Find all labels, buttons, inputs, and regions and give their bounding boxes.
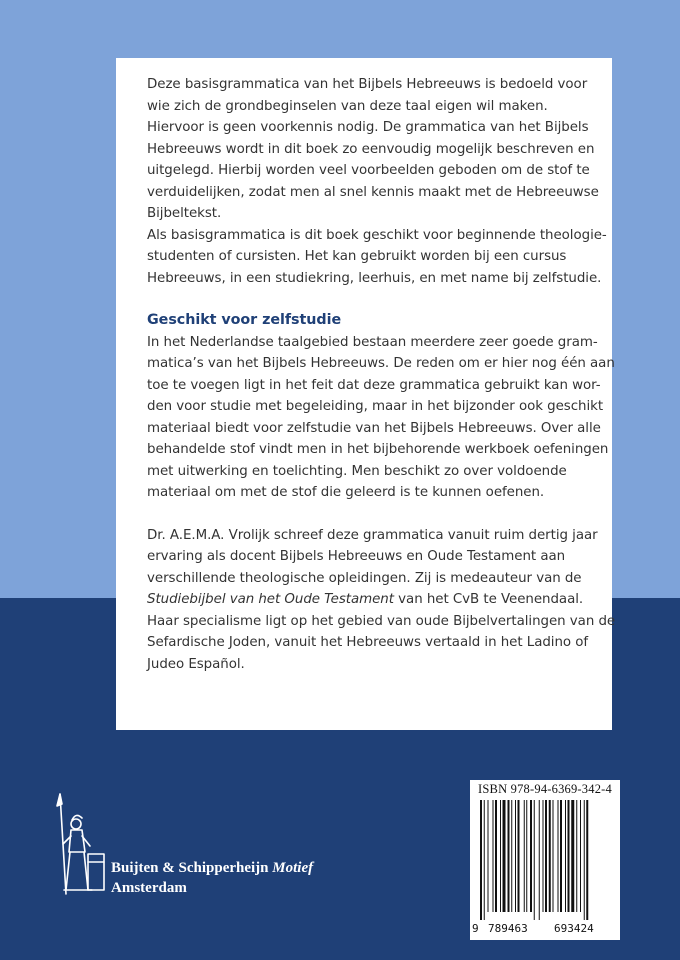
barcode-bar	[560, 800, 562, 912]
paragraph-1-line: uitgelegd. Hierbij worden veel voorbeelden geboden om de stof te	[147, 163, 590, 178]
barcode-bar	[534, 800, 535, 920]
paragraph-3-line: den voor studie met begeleiding, maar in het bijzonder ook geschikt	[147, 399, 604, 414]
paragraph-1-line: Deze basisgrammatica van het Bijbels Hebreeuws is bedoeld voor	[147, 77, 588, 92]
barcode-bar	[571, 800, 574, 912]
paragraph-3-line: matica’s van het Bijbels Hebreeuws. De reden om er hier nog één aan	[147, 356, 615, 371]
author-bio-line: Sefardische Joden, vanuit het Hebreeuws vertaald in het Ladino of	[147, 635, 589, 650]
barcode-bar	[493, 800, 494, 912]
paragraph-3-line: In het Nederlandse taalgebied bestaan meerdere zeer goede gram-	[147, 334, 598, 350]
isbn-digit-group-1: 789463	[488, 922, 528, 935]
barcode	[476, 800, 614, 922]
author-bio-line: Dr. A.E.M.A. Vrolijk schreef deze grammatica vanuit ruim dertig jaar	[147, 527, 598, 543]
paragraph-3-line: met uitwerking en toelichting. Men beschikt zo over voldoende	[147, 463, 567, 479]
paragraph-spacer	[147, 289, 597, 310]
paragraph-2-line: Als basisgrammatica is dit boek geschikt voor beginnende theologie-	[147, 227, 607, 243]
barcode-bar	[545, 800, 547, 912]
blurb-panel	[116, 58, 616, 730]
isbn-digit-group-2: 693424	[554, 922, 594, 935]
barcode-bar	[568, 800, 570, 912]
paragraph-1-line: verduidelijken, zodat men al snel kennis maakt met de Hebreeuwse	[147, 184, 599, 200]
book-title: Studiebijbel van het Oude Testament	[147, 592, 394, 607]
barcode-bar	[484, 800, 485, 920]
isbn-digit-prefix: 9	[472, 922, 479, 935]
publisher-imprint-name: Motief	[272, 860, 314, 876]
publisher-name: Buijten & Schipperheijn	[111, 860, 269, 876]
barcode-bar	[539, 800, 540, 920]
author-bio-line	[147, 589, 597, 611]
isbn-label: ISBN 978-94-6369-342-4	[478, 782, 612, 796]
paragraph-3-line: materiaal biedt voor zelfstudie van het Bijbels Hebreeuws. Over alle	[147, 420, 601, 436]
barcode-bar	[488, 800, 489, 912]
barcode-bar	[508, 800, 510, 912]
knight-with-lance-icon	[52, 790, 110, 900]
barcode-bar	[558, 800, 559, 912]
barcode-bar	[584, 800, 585, 920]
isbn-barcode-block	[470, 780, 620, 940]
barcode-bar	[543, 800, 544, 912]
publisher-city: Amsterdam	[111, 880, 187, 896]
paragraph-1-line: Bijbeltekst.	[147, 206, 222, 221]
barcode-bar	[480, 800, 482, 920]
paragraph-2-line: studenten of cursisten. Het kan gebruikt worden bij een cursus	[147, 249, 567, 264]
barcode-bar	[526, 800, 527, 912]
blurb-text	[147, 74, 616, 675]
paragraph-1-line: Hebreeuws wordt in dit boek zo eenvoudig mogelijk beschreven en	[147, 141, 595, 157]
barcode-bar	[565, 800, 566, 912]
paragraph-spacer	[147, 504, 597, 525]
barcode-bar	[530, 800, 532, 912]
barcode-bar	[515, 800, 516, 912]
author-bio-text: van het CvB te Veenendaal.	[393, 592, 584, 607]
barcode-bar	[576, 800, 577, 912]
barcode-bar	[518, 800, 520, 912]
section-heading: Geschikt voor zelfstudie	[147, 312, 342, 328]
author-bio-line: verschillende theologische opleidingen. Zij is medeauteur van de	[147, 570, 582, 586]
paragraph-3-line: toe te voegen ligt in het feit dat deze grammatica gebruikt kan wor-	[147, 377, 601, 393]
barcode-bar	[503, 800, 506, 912]
paragraph-1-line: Hiervoor is geen voorkennis nodig. De grammatica van het Bijbels	[147, 120, 589, 135]
author-bio-line: ervaring als docent Bijbels Hebreeuws en Oude Testament aan	[147, 549, 566, 564]
barcode-bar	[524, 800, 525, 912]
author-bio-line: Haar specialisme ligt op het gebied van oude Bijbelvertalingen van de	[147, 613, 616, 629]
barcode-bar	[495, 800, 497, 912]
paragraph-3-line: materiaal om met de stof die geleerd is te kunnen oefenen.	[147, 485, 545, 500]
paragraph-2-line: Hebreeuws, in een studiekring, leerhuis, en met name bij zelfstudie.	[147, 270, 602, 286]
barcode-bar	[500, 800, 501, 912]
barcode-bar	[511, 800, 512, 912]
barcode-bar	[586, 800, 588, 920]
barcode-bar	[553, 800, 554, 912]
barcode-bar	[549, 800, 551, 912]
barcode-bar	[580, 800, 581, 912]
author-bio-line: Judeo Español.	[147, 656, 245, 672]
publisher-imprint	[111, 858, 313, 898]
paragraph-1-line: wie zich de grondbeginselen van deze taal eigen wil maken.	[147, 98, 548, 114]
paragraph-3-line: behandelde stof vindt men in het bijbehorende werkboek oefeningen	[147, 442, 609, 457]
